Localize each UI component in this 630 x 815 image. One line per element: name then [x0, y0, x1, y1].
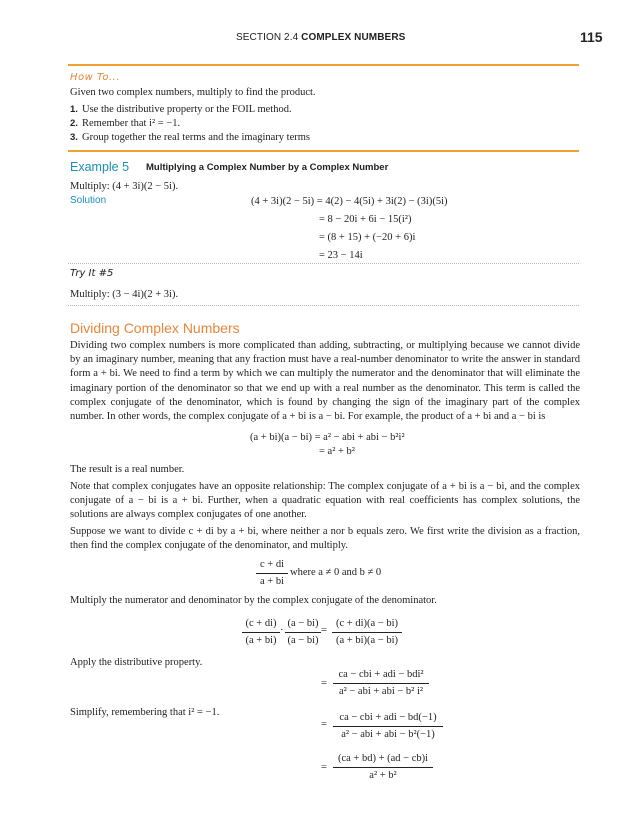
step-text: Remember that i² = −1.	[82, 118, 181, 129]
paragraph: The result is a real number.	[70, 464, 185, 475]
equals-sign: =	[321, 678, 327, 689]
equals-sign: =	[321, 625, 327, 636]
how-to-bottom-rule	[68, 150, 579, 152]
how-to-step	[70, 117, 180, 131]
how-to-intro: Given two complex numbers, multiply to find the product.	[70, 87, 316, 98]
denominator: (a + bi)	[245, 635, 277, 646]
fraction	[333, 752, 433, 783]
try-it-problem: Multiply: (3 − 4i)(2 + 3i).	[70, 289, 179, 300]
equals-sign: =	[321, 719, 327, 730]
how-to-step	[70, 131, 310, 145]
denominator: a + bi	[260, 576, 284, 587]
paragraph: Simplify, remembering that i² = −1.	[70, 707, 220, 718]
how-to-top-rule	[68, 64, 579, 66]
section-heading: Dividing Complex Numbers	[70, 320, 240, 336]
equals-sign: =	[321, 762, 327, 773]
try-it-label: Try It #5	[70, 268, 114, 279]
solution-line: = 23 − 14i	[319, 250, 363, 261]
page-number: 115	[580, 29, 603, 45]
running-header	[236, 32, 405, 43]
fraction	[242, 617, 280, 648]
fraction	[333, 668, 429, 699]
step-text: Group together the real terms and the imaginary terms	[82, 132, 311, 143]
denominator: (a − bi)	[287, 635, 319, 646]
step-number: 1.	[70, 104, 78, 115]
paragraph: Suppose we want to divide c + di by a + bi, where neither a nor b equals zero. We first write the division as a fraction, then find the complex conjugate of the denominator, and multiply.	[70, 526, 580, 552]
fraction	[332, 617, 402, 648]
condition-text: where a ≠ 0 and b ≠ 0	[290, 567, 382, 578]
equation-line: = a² + b²	[319, 446, 355, 457]
solution-label: Solution	[70, 195, 107, 206]
equation-line: (a + bi)(a − bi) = a² − abi + abi − b²i²	[250, 432, 405, 443]
numerator: (a − bi)	[287, 618, 319, 629]
fraction	[333, 711, 443, 742]
section-prefix: SECTION 2.4	[236, 32, 299, 43]
example-label: Example 5	[70, 160, 130, 174]
fraction	[256, 558, 288, 589]
paragraph: Note that complex conjugates have an opposite relationship: The complex conjugate of a + bi is a − bi, and the complex conjugate of a − bi is a + bi. Further, when a quadratic equation with real coefficients has complex solutions, the solutions are always complex conjugates of one another.	[70, 481, 580, 521]
numerator: c + di	[260, 559, 284, 570]
denominator: a² − abi + abi − b²(−1)	[341, 729, 435, 740]
fraction	[285, 617, 321, 648]
solution-line: = 8 − 20i + 6i − 15(i²)	[319, 214, 412, 225]
numerator: ca − cbi + adi − bd(−1)	[339, 712, 437, 723]
solution-line: (4 + 3i)(2 − 5i) = 4(2) − 4(5i) + 3i(2) − (3i)(5i)	[251, 196, 448, 207]
denominator: a² + b²	[369, 770, 397, 781]
numerator: (c + di)	[245, 618, 277, 629]
section-title: COMPLEX NUMBERS	[301, 32, 406, 43]
numerator: (c + di)(a − bi)	[336, 618, 398, 629]
step-number: 3.	[70, 132, 78, 143]
paragraph: Dividing two complex numbers is more complicated than adding, subtracting, or multiplying because we cannot divide by an imaginary number, meaning that any fraction must have a real-number denominator to write the answer in standard form a + bi. We need to find a term by which we can multiply the numerator and the denominator that will eliminate the imaginary portion of the denominator so that we end up with a real number as the denominator. This term is called the complex conjugate of the denominator, which is found by changing the sign of the imaginary part of the complex number. In other words, the complex conjugate of a + bi is a − bi. For example, the product of a + bi and a − bi is	[70, 340, 580, 423]
denominator: (a + bi)(a − bi)	[336, 635, 398, 646]
how-to-step	[70, 103, 292, 117]
denominator: a² − abi + abi − b² i²	[338, 686, 424, 697]
divider	[68, 263, 579, 264]
how-to-title: How To...	[70, 72, 121, 83]
numerator: ca − cbi + adi − bdi²	[338, 669, 424, 680]
example-title: Multiplying a Complex Number by a Complex Number	[146, 162, 389, 173]
step-number: 2.	[70, 118, 78, 129]
divider	[68, 305, 579, 306]
step-text: Use the distributive property or the FOIL method.	[82, 104, 292, 115]
paragraph: Apply the distributive property.	[70, 657, 203, 668]
solution-line: = (8 + 15) + (−20 + 6)i	[319, 232, 416, 243]
paragraph: Multiply the numerator and denominator by the complex conjugate of the denominator.	[70, 595, 437, 606]
example-problem: Multiply: (4 + 3i)(2 − 5i).	[70, 181, 179, 192]
multiply-dot: ·	[280, 625, 284, 636]
numerator: (ca + bd) + (ad − cb)i	[337, 753, 429, 764]
